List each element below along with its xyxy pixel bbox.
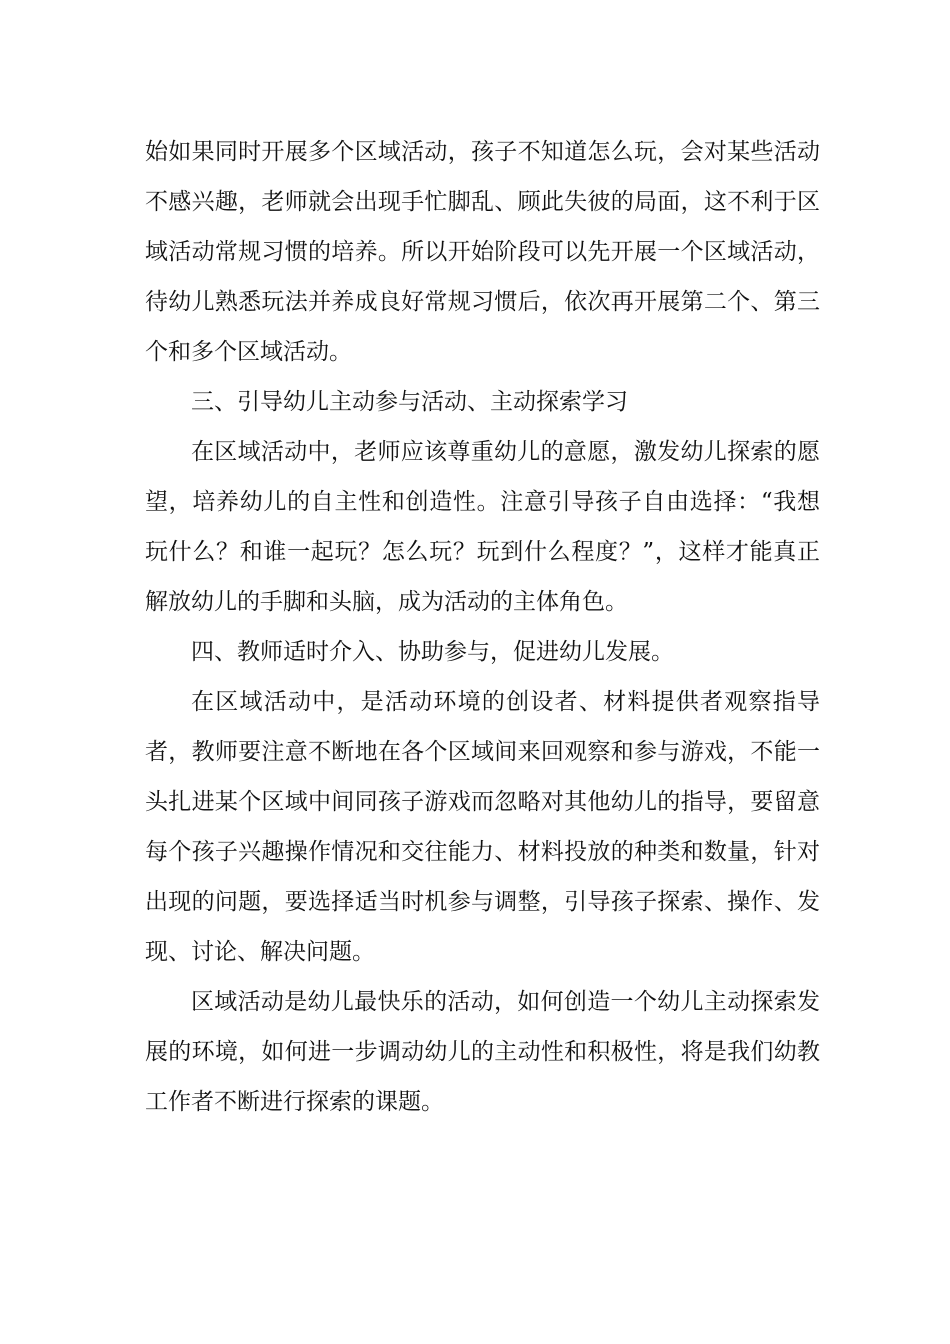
document-body xyxy=(145,127,820,1127)
section-heading-3: 三、引导幼儿主动参与活动、主动探索学习 xyxy=(191,389,628,415)
paragraph-conclusion: 区域活动是幼儿最快乐的活动，如何创造一个幼儿主动探索发展的环境，如何进一步调动幼儿的主动性和积极性，将是我们幼教工作者不断进行探索的课题。 xyxy=(145,989,820,1115)
paragraph: 在区域活动中，老师应该尊重幼儿的意愿，激发幼儿探索的愿望，培养幼儿的自主性和创造性。注意引导孩子自由选择：“我想玩什么？和谁一起玩？怎么玩？玩到什么程度？”，这样才能真正解放幼儿的手脚和头脑，成为活动的主体角色。 xyxy=(145,439,820,615)
section-heading-4: 四、教师适时介入、协助参与，促进幼儿发展。 xyxy=(191,639,674,665)
paragraph-continued: 始如果同时开展多个区域活动，孩子不知道怎么玩，会对某些活动不感兴趣，老师就会出现手忙脚乱、顾此失彼的局面，这不利于区域活动常规习惯的培养。所以开始阶段可以先开展一个区域活动，待幼儿熟悉玩法并养成良好常规习惯后，依次再开展第二个、第三个和多个区域活动。 xyxy=(145,139,820,365)
paragraph: 在区域活动中，是活动环境的创设者、材料提供者观察指导者，教师要注意不断地在各个区域间来回观察和参与游戏，不能一头扎进某个区域中间同孩子游戏而忽略对其他幼儿的指导，要留意每个孩子兴趣操作情况和交往能力、材料投放的种类和数量，针对出现的问题，要选择适当时机参与调整，引导孩子探索、操作、发现、讨论、解决问题。 xyxy=(145,689,820,965)
